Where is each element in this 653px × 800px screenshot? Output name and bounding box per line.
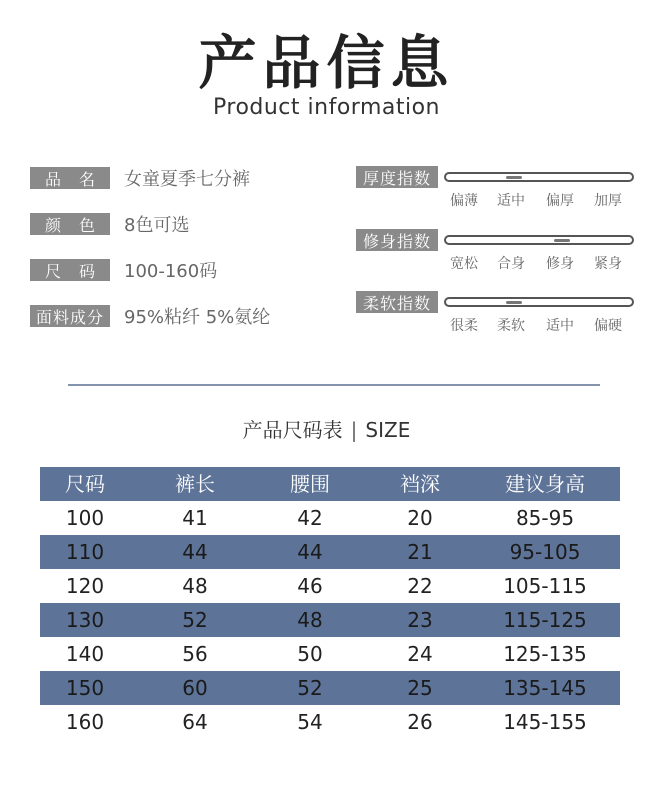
table-header-cell: 腰围	[290, 472, 330, 496]
table-row	[40, 603, 620, 637]
scale-option: 很柔	[450, 318, 478, 334]
table-row	[40, 637, 620, 671]
info-value-fabric: 95%粘纤 5%氨纶	[124, 307, 271, 328]
scale-option: 偏厚	[546, 193, 574, 209]
table-cell: 44	[182, 540, 208, 564]
table-row	[40, 501, 620, 535]
scale-label: 厚度指数	[356, 166, 438, 188]
table-cell: 110	[65, 540, 105, 564]
scale-option: 修身	[546, 256, 574, 272]
table-cell: 135-145	[503, 676, 587, 700]
table-cell: 20	[407, 506, 433, 530]
table-cell: 26	[407, 710, 433, 734]
scale-option: 合身	[497, 256, 525, 272]
info-row-size	[30, 258, 217, 282]
table-header-cell: 建议身高	[505, 472, 585, 496]
table-cell: 46	[297, 574, 323, 598]
scale-option: 偏薄	[450, 193, 478, 209]
scale-option: 加厚	[594, 193, 622, 209]
page-subtitle: Product information	[213, 95, 440, 120]
scale-option: 适中	[546, 318, 574, 334]
table-row	[40, 705, 620, 739]
table-cell: 120	[65, 574, 105, 598]
info-row-name	[30, 166, 250, 190]
table-cell: 130	[65, 608, 105, 632]
table-cell: 42	[297, 506, 323, 530]
table-header-cell: 裤长	[175, 472, 215, 496]
table-cell: 24	[407, 642, 433, 666]
table-cell: 100	[65, 506, 105, 530]
table-header-cell: 尺码	[65, 472, 105, 496]
table-row	[40, 535, 620, 569]
table-cell: 50	[297, 642, 323, 666]
table-cell: 21	[407, 540, 433, 564]
divider	[68, 384, 600, 386]
info-label-fabric: 面料成分	[30, 305, 110, 327]
table-header-row	[40, 467, 620, 501]
table-cell: 52	[182, 608, 208, 632]
info-label-name: 品 名	[30, 167, 110, 189]
table-cell: 60	[182, 676, 208, 700]
table-header-cell: 裆深	[400, 472, 440, 496]
info-value-size: 100-160码	[124, 261, 218, 282]
scale-track	[444, 172, 634, 182]
table-cell: 44	[297, 540, 323, 564]
table-cell: 125-135	[503, 642, 587, 666]
info-row-color	[30, 212, 189, 236]
table-cell: 48	[297, 608, 323, 632]
table-cell: 145-155	[503, 710, 587, 734]
table-cell: 64	[182, 710, 208, 734]
scale-knob	[506, 301, 522, 304]
info-label-color: 颜 色	[30, 213, 110, 235]
info-value-name: 女童夏季七分裤	[124, 169, 250, 190]
table-cell: 41	[182, 506, 208, 530]
scale-option: 紧身	[594, 256, 622, 272]
info-value-color: 8色可选	[124, 215, 190, 236]
info-row-fabric	[30, 304, 270, 328]
table-cell: 25	[407, 676, 433, 700]
table-cell: 56	[182, 642, 208, 666]
table-cell: 54	[297, 710, 323, 734]
table-cell: 140	[65, 642, 105, 666]
table-cell: 95-105	[509, 540, 581, 564]
scale-track	[444, 297, 634, 307]
table-cell: 150	[65, 676, 105, 700]
scale-label: 修身指数	[356, 229, 438, 251]
table-cell: 22	[407, 574, 433, 598]
page-title: 产品信息	[198, 29, 455, 97]
scale-knob	[554, 239, 570, 242]
size-chart-title: 产品尺码表 | SIZE	[242, 418, 411, 442]
table-cell: 52	[297, 676, 323, 700]
scale-option: 偏硬	[594, 318, 622, 334]
table-cell: 115-125	[503, 608, 587, 632]
table-cell: 85-95	[515, 506, 575, 530]
scale-option: 柔软	[497, 318, 525, 334]
table-row	[40, 671, 620, 705]
table-row	[40, 569, 620, 603]
scale-label: 柔软指数	[356, 291, 438, 313]
size-table	[40, 467, 620, 739]
info-label-size: 尺 码	[30, 259, 110, 281]
table-cell: 23	[407, 608, 433, 632]
table-cell: 105-115	[503, 574, 587, 598]
scale-track	[444, 235, 634, 245]
table-cell: 48	[182, 574, 208, 598]
scale-knob	[506, 176, 522, 179]
scale-option: 宽松	[450, 256, 478, 272]
table-cell: 160	[65, 710, 105, 734]
scale-option: 适中	[497, 193, 525, 209]
